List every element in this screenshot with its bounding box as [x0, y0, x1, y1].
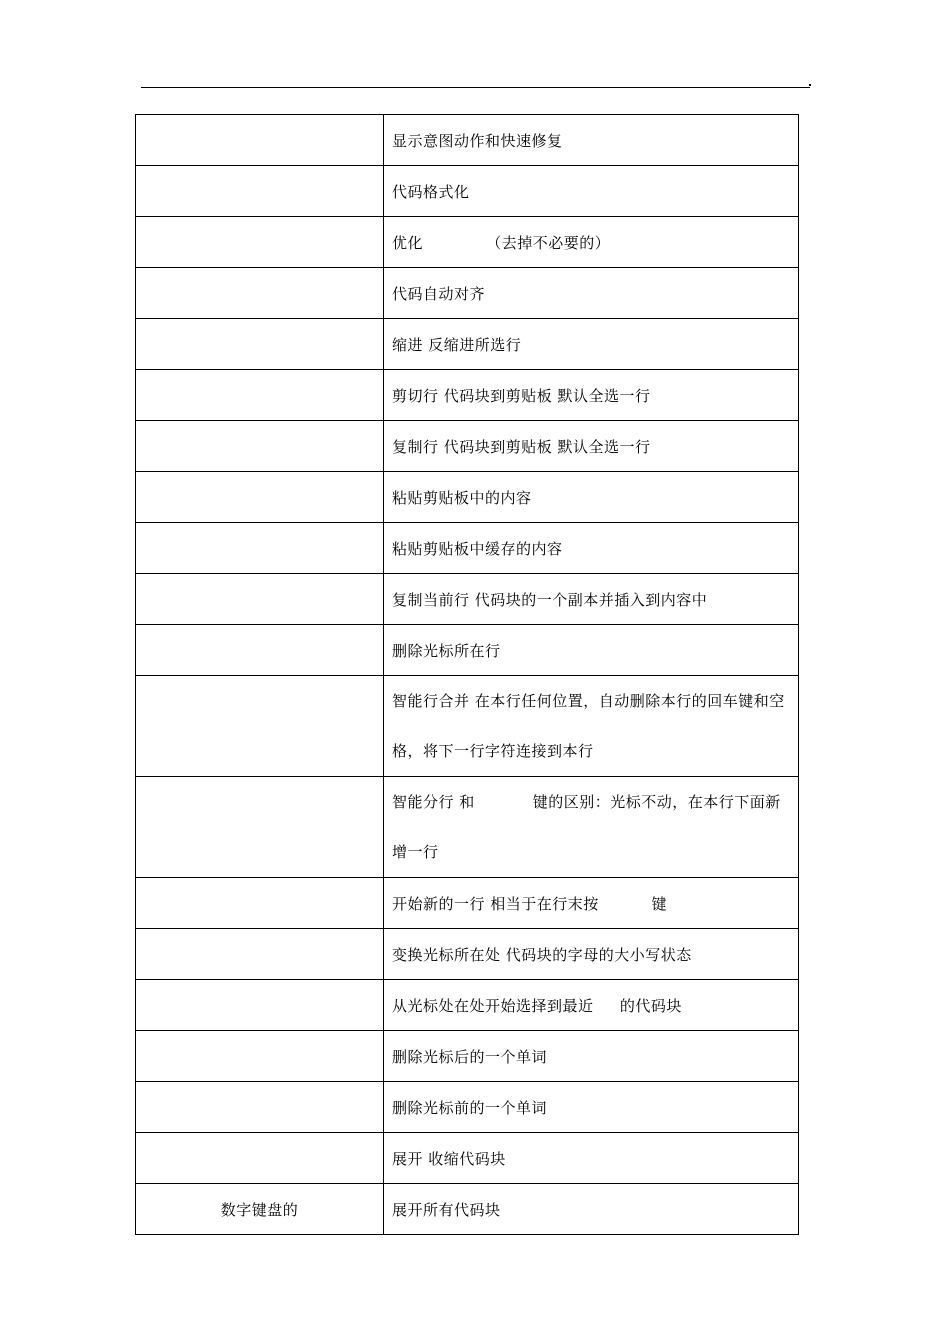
shortcut-description-cell [384, 625, 799, 676]
shortcut-description-cell [384, 319, 799, 370]
shortcut-table-body [136, 115, 799, 1235]
shortcut-description-cell [384, 1133, 799, 1184]
table-row [136, 878, 799, 929]
shortcut-description-cell [384, 166, 799, 217]
shortcut-key-cell [136, 268, 384, 319]
shortcut-description-cell [384, 1184, 799, 1235]
shortcut-key-cell [136, 878, 384, 929]
shortcut-key-cell [136, 1082, 384, 1133]
shortcut-description: 删除光标前的一个单词 [392, 1098, 548, 1117]
shortcut-key-cell [136, 421, 384, 472]
shortcut-key-cell [136, 115, 384, 166]
header-tick-mark [809, 84, 811, 86]
table-row [136, 929, 799, 980]
shortcut-description: 删除光标后的一个单词 [392, 1047, 548, 1066]
shortcut-key-cell: 数字键盘的 [136, 1184, 384, 1235]
shortcut-description-cell [384, 878, 799, 929]
table-row [136, 777, 799, 878]
shortcut-key-cell [136, 574, 384, 625]
shortcut-description-cell [384, 217, 799, 268]
shortcut-description: 从光标处在处开始选择到最近 的代码块 [392, 996, 682, 1015]
header-rule [141, 87, 810, 88]
table-row [136, 1082, 799, 1133]
shortcut-description-cell [384, 523, 799, 574]
shortcut-description-cell [384, 472, 799, 523]
shortcut-description: 展开所有代码块 [392, 1200, 501, 1219]
table-row [136, 523, 799, 574]
shortcut-key-cell [136, 676, 384, 777]
shortcut-description-cell [384, 777, 799, 878]
shortcut-description: 复制当前行 代码块的一个副本并插入到内容中 [392, 590, 708, 609]
shortcut-key-cell [136, 166, 384, 217]
table-row [136, 268, 799, 319]
shortcut-description-cell [384, 421, 799, 472]
shortcut-key-cell [136, 472, 384, 523]
shortcut-description: 优化 （去掉不必要的） [392, 233, 611, 252]
shortcut-key-cell [136, 523, 384, 574]
shortcut-key-cell [136, 1031, 384, 1082]
shortcut-description-cell [384, 370, 799, 421]
shortcut-description-cell [384, 115, 799, 166]
table-row [136, 472, 799, 523]
shortcut-description: 代码格式化 [392, 182, 470, 201]
shortcut-table [135, 114, 799, 1235]
shortcut-key-cell [136, 217, 384, 268]
table-row [136, 370, 799, 421]
table-row [136, 676, 799, 777]
shortcut-description-cell [384, 1031, 799, 1082]
table-row [136, 574, 799, 625]
shortcut-description-cell [384, 1082, 799, 1133]
table-row [136, 421, 799, 472]
table-row [136, 217, 799, 268]
table-row [136, 115, 799, 166]
shortcut-description: 智能分行 和 键的区别：光标不动，在本行下面新增一行 [392, 793, 781, 861]
table-row [136, 166, 799, 217]
shortcut-description: 展开 收缩代码块 [392, 1149, 506, 1168]
shortcut-description: 粘贴剪贴板中的内容 [392, 488, 532, 507]
shortcut-description-cell [384, 268, 799, 319]
table-row [136, 1133, 799, 1184]
shortcut-description: 代码自动对齐 [392, 284, 486, 303]
shortcut-description: 变换光标所在处 代码块的字母的大小写状态 [392, 945, 692, 964]
table-row [136, 980, 799, 1031]
shortcut-description-cell [384, 574, 799, 625]
shortcut-key-cell [136, 777, 384, 878]
shortcut-description: 复制行 代码块到剪贴板 默认全选一行 [392, 437, 651, 456]
shortcut-description-cell [384, 980, 799, 1031]
shortcut-description-cell [384, 929, 799, 980]
table-row [136, 1184, 799, 1235]
shortcut-key-cell [136, 319, 384, 370]
shortcut-description: 开始新的一行 相当于在行末按 键 [392, 894, 667, 913]
shortcut-description: 显示意图动作和快速修复 [392, 131, 563, 150]
table-row [136, 1031, 799, 1082]
shortcut-description: 删除光标所在行 [392, 641, 501, 660]
shortcut-key-cell [136, 929, 384, 980]
shortcut-key-cell [136, 370, 384, 421]
shortcut-key-cell [136, 980, 384, 1031]
shortcut-description: 智能行合并 在本行任何位置，自动删除本行的回车键和空格，将下一行字符连接到本行 [392, 692, 785, 760]
shortcut-description-cell [384, 676, 799, 777]
shortcut-key-cell [136, 1133, 384, 1184]
table-row [136, 625, 799, 676]
shortcut-description: 剪切行 代码块到剪贴板 默认全选一行 [392, 386, 651, 405]
shortcut-description: 缩进 反缩进所选行 [392, 335, 522, 354]
shortcut-description: 粘贴剪贴板中缓存的内容 [392, 539, 563, 558]
table-row [136, 319, 799, 370]
shortcut-key-cell [136, 625, 384, 676]
